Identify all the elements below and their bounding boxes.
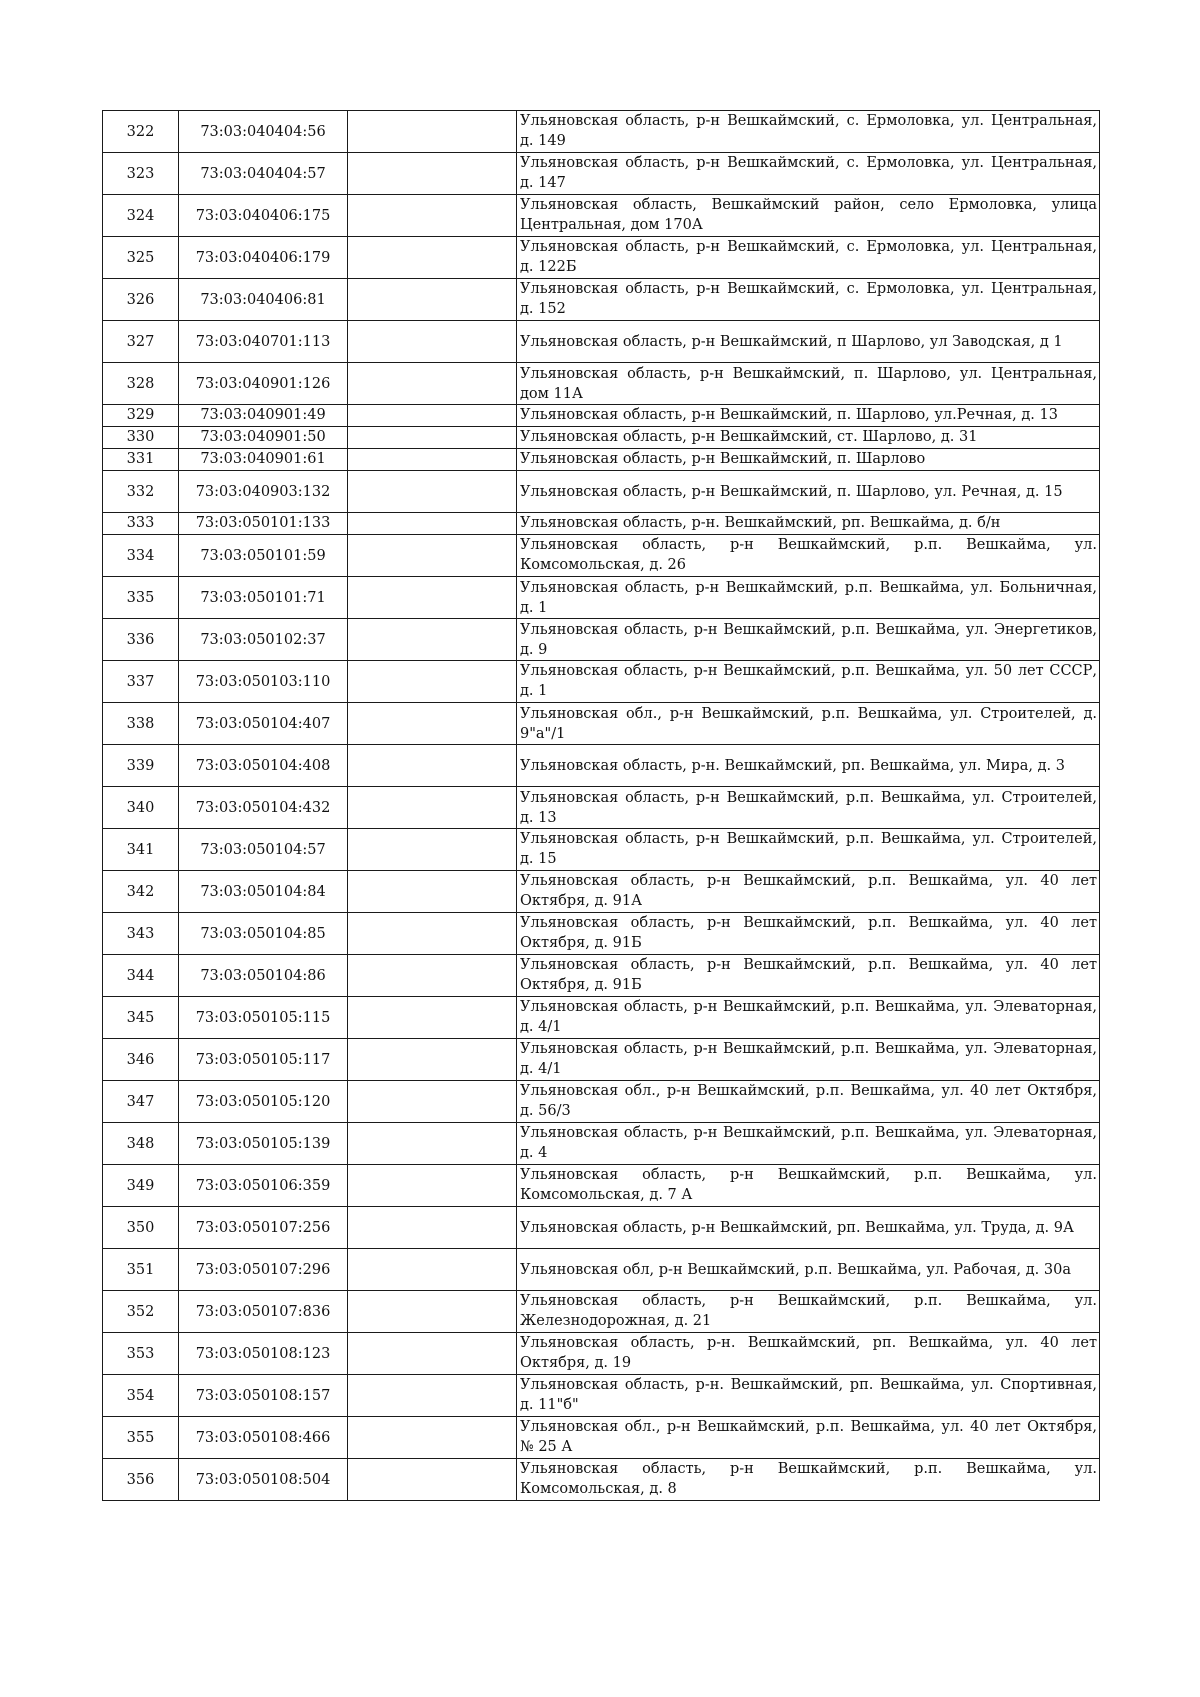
table-row [103, 787, 1100, 829]
address-cell: Ульяновская область, р-н Вешкаймский, р.п. Вешкайма, ул. Элеваторная, д. 4 [517, 1123, 1100, 1165]
address-cell: Ульяновская область, р-н Вешкаймский, п. Шарлово, ул. Центральная, дом 11А [517, 363, 1100, 405]
table-row [103, 449, 1100, 471]
table-row [103, 1081, 1100, 1123]
table-row [103, 913, 1100, 955]
empty-cell [348, 1333, 517, 1375]
row-number-cell: 351 [103, 1249, 179, 1291]
address-cell: Ульяновская область, р-н Вешкаймский, с. Ермоловка, ул. Центральная, д. 152 [517, 279, 1100, 321]
address-cell: Ульяновская обл., р-н Вешкаймский, р.п. Вешкайма, ул. 40 лет Октября, д. 56/3 [517, 1081, 1100, 1123]
cadastral-number-cell: 73:03:050104:432 [179, 787, 348, 829]
cadastral-number-cell: 73:03:050104:84 [179, 871, 348, 913]
row-number-cell: 350 [103, 1207, 179, 1249]
empty-cell [348, 1459, 517, 1501]
table-row [103, 745, 1100, 787]
empty-cell [348, 535, 517, 577]
cadastral-number-cell: 73:03:050106:359 [179, 1165, 348, 1207]
empty-cell [348, 619, 517, 661]
empty-cell [348, 787, 517, 829]
row-number-cell: 354 [103, 1375, 179, 1417]
address-cell: Ульяновская область, р-н Вешкаймский, р.п. Вешкайма, ул. Комсомольская, д. 7 А [517, 1165, 1100, 1207]
empty-cell [348, 1165, 517, 1207]
table-row [103, 111, 1100, 153]
cadastral-number-cell: 73:03:040901:49 [179, 405, 348, 427]
table-row [103, 1333, 1100, 1375]
cadastral-number-cell: 73:03:050104:57 [179, 829, 348, 871]
table-row [103, 195, 1100, 237]
row-number-cell: 345 [103, 997, 179, 1039]
empty-cell [348, 871, 517, 913]
address-cell: Ульяновская область, р-н Вешкаймский, с. Ермоловка, ул. Центральная, д. 147 [517, 153, 1100, 195]
table-row [103, 703, 1100, 745]
address-cell: Ульяновская область, р-н Вешкаймский, с. Ермоловка, ул. Центральная, д. 149 [517, 111, 1100, 153]
cadastral-number-cell: 73:03:040406:179 [179, 237, 348, 279]
address-cell: Ульяновская область, р-н Вешкаймский, р.п. Вешкайма, ул. 40 лет Октября, д. 91Б [517, 913, 1100, 955]
cadastral-number-cell: 73:03:050107:256 [179, 1207, 348, 1249]
empty-cell [348, 1207, 517, 1249]
empty-cell [348, 1039, 517, 1081]
row-number-cell: 346 [103, 1039, 179, 1081]
table-row [103, 1459, 1100, 1501]
row-number-cell: 352 [103, 1291, 179, 1333]
row-number-cell: 340 [103, 787, 179, 829]
table-row [103, 237, 1100, 279]
row-number-cell: 347 [103, 1081, 179, 1123]
address-cell: Ульяновская область, р-н Вешкаймский, р.п. Вешкайма, ул. Элеваторная, д. 4/1 [517, 997, 1100, 1039]
empty-cell [348, 1249, 517, 1291]
row-number-cell: 353 [103, 1333, 179, 1375]
empty-cell [348, 661, 517, 703]
cadastral-number-cell: 73:03:050104:85 [179, 913, 348, 955]
table-row [103, 1291, 1100, 1333]
table-row [103, 363, 1100, 405]
address-cell: Ульяновская область, Вешкаймский район, село Ермоловка, улица Центральная, дом 170А [517, 195, 1100, 237]
cadastral-number-cell: 73:03:040903:132 [179, 471, 348, 513]
table-row [103, 661, 1100, 703]
row-number-cell: 335 [103, 577, 179, 619]
row-number-cell: 327 [103, 321, 179, 363]
row-number-cell: 349 [103, 1165, 179, 1207]
empty-cell [348, 1291, 517, 1333]
address-cell: Ульяновская область, р-н Вешкаймский, р.п. Вешкайма, ул. Железнодорожная, д. 21 [517, 1291, 1100, 1333]
cadastral-number-cell: 73:03:050104:407 [179, 703, 348, 745]
address-cell: Ульяновская область, р-н Вешкаймский, р.п. Вешкайма, ул. Комсомольская, д. 8 [517, 1459, 1100, 1501]
cadastral-number-cell: 73:03:050108:157 [179, 1375, 348, 1417]
table-row [103, 427, 1100, 449]
row-number-cell: 326 [103, 279, 179, 321]
row-number-cell: 322 [103, 111, 179, 153]
empty-cell [348, 405, 517, 427]
row-number-cell: 348 [103, 1123, 179, 1165]
cadastral-number-cell: 73:03:050105:115 [179, 997, 348, 1039]
cadastral-number-cell: 73:03:040901:61 [179, 449, 348, 471]
table-row [103, 1249, 1100, 1291]
table-row [103, 1165, 1100, 1207]
address-cell: Ульяновская обл., р-н Вешкаймский, р.п. Вешкайма, ул. 40 лет Октября, № 25 А [517, 1417, 1100, 1459]
table-row [103, 513, 1100, 535]
empty-cell [348, 153, 517, 195]
table-row [103, 997, 1100, 1039]
table-row [103, 871, 1100, 913]
empty-cell [348, 1081, 517, 1123]
cadastral-number-cell: 73:03:050108:123 [179, 1333, 348, 1375]
row-number-cell: 334 [103, 535, 179, 577]
address-cell: Ульяновская область, р-н Вешкаймский, р.п. Вешкайма, ул. 40 лет Октября, д. 91А [517, 871, 1100, 913]
address-cell: Ульяновская область, р-н Вешкаймский, р.п. Вешкайма, ул. Комсомольская, д. 26 [517, 535, 1100, 577]
row-number-cell: 338 [103, 703, 179, 745]
row-number-cell: 333 [103, 513, 179, 535]
empty-cell [348, 237, 517, 279]
address-cell: Ульяновская область, р-н Вешкаймский, с. Ермоловка, ул. Центральная, д. 122Б [517, 237, 1100, 279]
table-row [103, 153, 1100, 195]
address-cell: Ульяновская область, р-н. Вешкаймский, рп. Вешкайма, ул. Спортивная, д. 11"б" [517, 1375, 1100, 1417]
row-number-cell: 342 [103, 871, 179, 913]
cadastral-number-cell: 73:03:040406:175 [179, 195, 348, 237]
empty-cell [348, 997, 517, 1039]
cadastral-number-cell: 73:03:050102:37 [179, 619, 348, 661]
table-row [103, 321, 1100, 363]
cadastral-number-cell: 73:03:050108:504 [179, 1459, 348, 1501]
empty-cell [348, 577, 517, 619]
empty-cell [348, 913, 517, 955]
row-number-cell: 332 [103, 471, 179, 513]
address-cell: Ульяновская область, р-н Вешкаймский, п. Шарлово [517, 449, 1100, 471]
property-registry-table [102, 110, 1100, 1501]
row-number-cell: 331 [103, 449, 179, 471]
row-number-cell: 325 [103, 237, 179, 279]
table-row [103, 955, 1100, 997]
cadastral-number-cell: 73:03:050105:117 [179, 1039, 348, 1081]
address-cell: Ульяновская область, р-н Вешкаймский, п Шарлово, ул Заводская, д 1 [517, 321, 1100, 363]
address-cell: Ульяновская область, р-н Вешкаймский, п. Шарлово, ул. Речная, д. 15 [517, 471, 1100, 513]
empty-cell [348, 745, 517, 787]
address-cell: Ульяновская обл, р-н Вешкаймский, р.п. Вешкайма, ул. Рабочая, д. 30а [517, 1249, 1100, 1291]
cadastral-number-cell: 73:03:050104:86 [179, 955, 348, 997]
row-number-cell: 336 [103, 619, 179, 661]
empty-cell [348, 955, 517, 997]
empty-cell [348, 1417, 517, 1459]
table-row [103, 1417, 1100, 1459]
address-cell: Ульяновская область, р-н Вешкаймский, рп. Вешкайма, ул. Труда, д. 9А [517, 1207, 1100, 1249]
address-cell: Ульяновская область, р-н Вешкаймский, п. Шарлово, ул.Речная, д. 13 [517, 405, 1100, 427]
table-row [103, 829, 1100, 871]
empty-cell [348, 279, 517, 321]
table-row [103, 471, 1100, 513]
address-cell: Ульяновская область, р-н Вешкаймский, ст. Шарлово, д. 31 [517, 427, 1100, 449]
cadastral-number-cell: 73:03:050105:120 [179, 1081, 348, 1123]
address-cell: Ульяновская область, р-н Вешкаймский, р.п. Вешкайма, ул. Строителей, д. 13 [517, 787, 1100, 829]
table-row [103, 405, 1100, 427]
cadastral-number-cell: 73:03:050103:110 [179, 661, 348, 703]
address-cell: Ульяновская область, р-н Вешкаймский, р.п. Вешкайма, ул. Энергетиков, д. 9 [517, 619, 1100, 661]
row-number-cell: 355 [103, 1417, 179, 1459]
empty-cell [348, 703, 517, 745]
row-number-cell: 329 [103, 405, 179, 427]
cadastral-number-cell: 73:03:050108:466 [179, 1417, 348, 1459]
cadastral-number-cell: 73:03:040406:81 [179, 279, 348, 321]
empty-cell [348, 471, 517, 513]
cadastral-number-cell: 73:03:050101:59 [179, 535, 348, 577]
address-cell: Ульяновская область, р-н Вешкаймский, р.п. Вешкайма, ул. Больничная, д. 1 [517, 577, 1100, 619]
empty-cell [348, 1123, 517, 1165]
cadastral-number-cell: 73:03:040404:57 [179, 153, 348, 195]
table-row [103, 1375, 1100, 1417]
address-cell: Ульяновская обл., р-н Вешкаймский, р.п. Вешкайма, ул. Строителей, д. 9"а"/1 [517, 703, 1100, 745]
address-cell: Ульяновская область, р-н Вешкаймский, р.п. Вешкайма, ул. Элеваторная, д. 4/1 [517, 1039, 1100, 1081]
empty-cell [348, 363, 517, 405]
empty-cell [348, 195, 517, 237]
table-row [103, 619, 1100, 661]
cadastral-number-cell: 73:03:050101:71 [179, 577, 348, 619]
row-number-cell: 328 [103, 363, 179, 405]
table-row [103, 1207, 1100, 1249]
table-row [103, 1039, 1100, 1081]
empty-cell [348, 829, 517, 871]
address-cell: Ульяновская область, р-н Вешкаймский, р.п. Вешкайма, ул. Строителей, д. 15 [517, 829, 1100, 871]
empty-cell [348, 513, 517, 535]
row-number-cell: 337 [103, 661, 179, 703]
cadastral-number-cell: 73:03:050105:139 [179, 1123, 348, 1165]
row-number-cell: 330 [103, 427, 179, 449]
cadastral-number-cell: 73:03:040701:113 [179, 321, 348, 363]
empty-cell [348, 321, 517, 363]
row-number-cell: 356 [103, 1459, 179, 1501]
empty-cell [348, 111, 517, 153]
address-cell: Ульяновская область, р-н Вешкаймский, р.п. Вешкайма, ул. 40 лет Октября, д. 91Б [517, 955, 1100, 997]
table-row [103, 279, 1100, 321]
address-cell: Ульяновская область, р-н. Вешкаймский, рп. Вешкайма, ул. Мира, д. 3 [517, 745, 1100, 787]
row-number-cell: 343 [103, 913, 179, 955]
row-number-cell: 339 [103, 745, 179, 787]
address-cell: Ульяновская область, р-н Вешкаймский, р.п. Вешкайма, ул. 50 лет СССР, д. 1 [517, 661, 1100, 703]
table-row [103, 577, 1100, 619]
cadastral-number-cell: 73:03:040404:56 [179, 111, 348, 153]
cadastral-number-cell: 73:03:040901:50 [179, 427, 348, 449]
row-number-cell: 324 [103, 195, 179, 237]
row-number-cell: 341 [103, 829, 179, 871]
cadastral-number-cell: 73:03:040901:126 [179, 363, 348, 405]
address-cell: Ульяновская область, р-н. Вешкаймский, рп. Вешкайма, ул. 40 лет Октября, д. 19 [517, 1333, 1100, 1375]
empty-cell [348, 449, 517, 471]
row-number-cell: 344 [103, 955, 179, 997]
empty-cell [348, 1375, 517, 1417]
cadastral-number-cell: 73:03:050107:296 [179, 1249, 348, 1291]
empty-cell [348, 427, 517, 449]
table-row [103, 1123, 1100, 1165]
address-cell: Ульяновская область, р-н. Вешкаймский, рп. Вешкайма, д. б/н [517, 513, 1100, 535]
cadastral-number-cell: 73:03:050101:133 [179, 513, 348, 535]
row-number-cell: 323 [103, 153, 179, 195]
cadastral-number-cell: 73:03:050107:836 [179, 1291, 348, 1333]
cadastral-number-cell: 73:03:050104:408 [179, 745, 348, 787]
table-row [103, 535, 1100, 577]
